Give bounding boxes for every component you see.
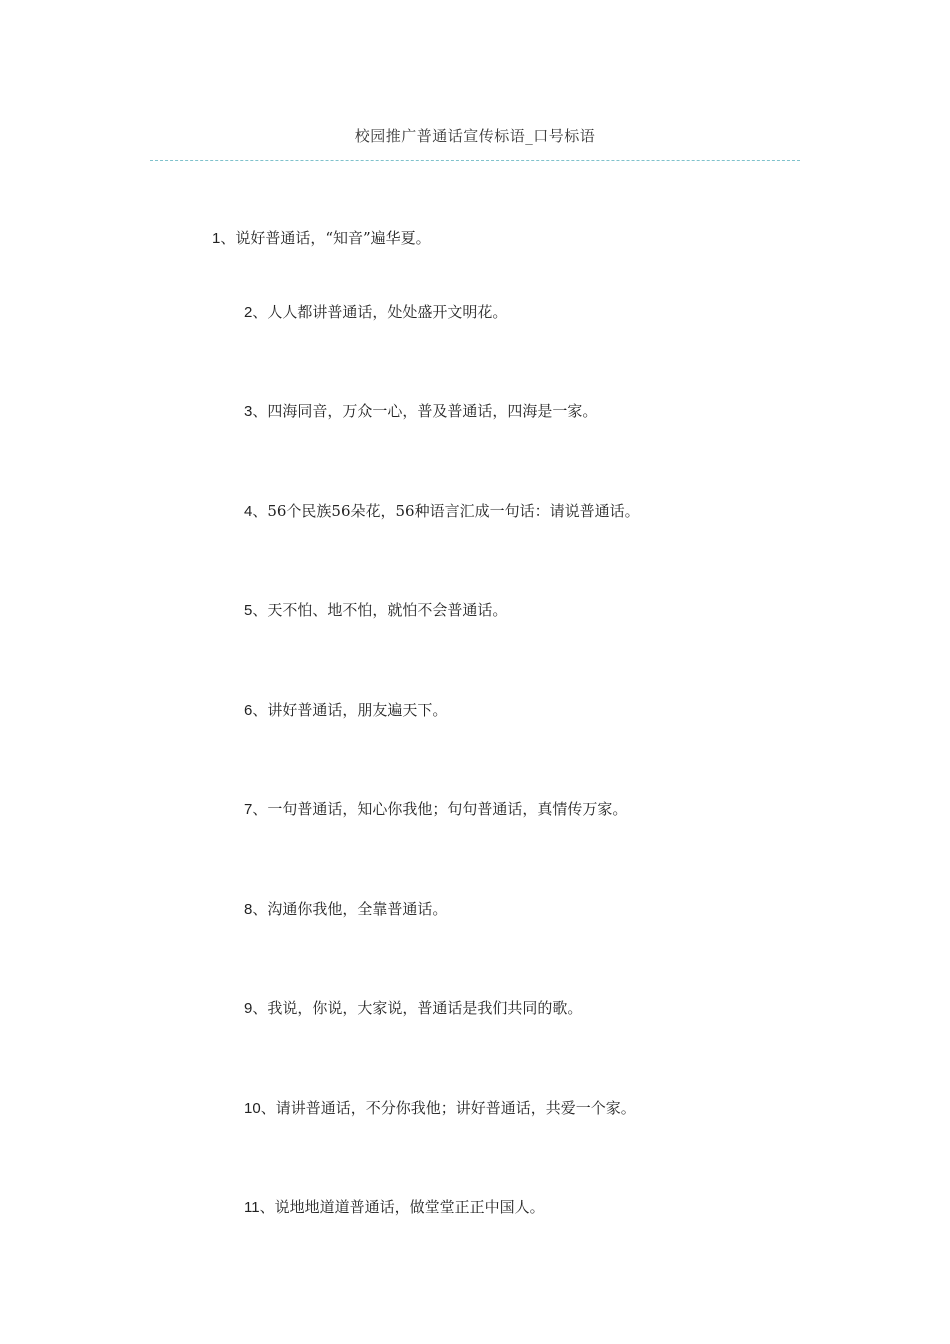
slogan-item-6: [244, 700, 447, 721]
title-divider: [150, 160, 800, 161]
item-text: 、讲好普通话，朋友遍天下。: [252, 701, 448, 719]
slogan-item-5: [244, 600, 507, 621]
item-number: 1: [212, 230, 221, 247]
item-number: 9: [244, 1000, 253, 1017]
slogan-item-11: [244, 1197, 545, 1218]
slogan-item-4: [244, 501, 640, 522]
slogan-item-8: [244, 899, 447, 920]
item-text: 、说地地道道普通话，做堂堂正正中国人。: [259, 1198, 545, 1216]
item-text: 、请讲普通话，不分你我他；讲好普通话，共爱一个家。: [260, 1099, 636, 1117]
item-text: 、四海同音，万众一心，普及普通话，四海是一家。: [252, 402, 598, 420]
item-text: 、沟通你我他，全靠普通话。: [252, 900, 448, 918]
item-text: 、一句普通话，知心你我他；句句普通话，真情传万家。: [252, 800, 628, 818]
item-number: 4: [244, 503, 253, 520]
item-number: 2: [244, 304, 253, 321]
item-text: 、56个民族56朵花，56种语言汇成一句话：请说普通话。: [252, 502, 640, 520]
item-number: 11: [244, 1199, 260, 1216]
item-text: 、说好普通话，“知音”遍华夏。: [220, 229, 431, 247]
item-number: 6: [244, 702, 253, 719]
item-number: 10: [244, 1100, 261, 1117]
item-text: 、我说，你说，大家说，普通话是我们共同的歌。: [252, 999, 583, 1017]
slogan-item-2: [244, 302, 507, 323]
item-number: 5: [244, 602, 253, 619]
document-title: 校园推广普通话宣传标语_口号标语: [354, 127, 596, 145]
item-number: 7: [244, 801, 253, 818]
slogan-item-9: [244, 998, 582, 1019]
item-number: 3: [244, 403, 253, 420]
slogan-item-3: [244, 401, 597, 422]
item-text: 、人人都讲普通话，处处盛开文明花。: [252, 303, 508, 321]
item-number: 8: [244, 901, 253, 918]
slogan-item-10: [244, 1098, 636, 1119]
slogan-item-1: [212, 228, 431, 249]
item-text: 、天不怕、地不怕，就怕不会普通话。: [252, 601, 508, 619]
slogan-item-7: [244, 799, 627, 820]
